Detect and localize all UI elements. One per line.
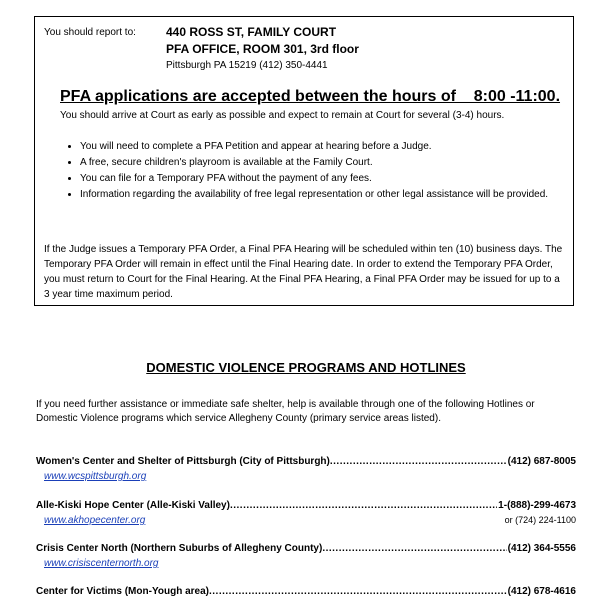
section-title: DOMESTIC VIOLENCE PROGRAMS AND HOTLINES [146,360,466,375]
program-link[interactable]: www.wcspittsburgh.org [44,471,147,482]
program-phone: (412) 364-5556 [507,543,576,554]
info-bullet-list [60,140,580,204]
program-phone: (412) 678-4616 [507,586,576,597]
leader-dots [330,456,507,467]
program-phone: 1-(888)-299-4673 [498,500,576,511]
program-name: Center for Victims (Mon-Yough area) [36,586,209,597]
address-line-2: PFA OFFICE, ROOM 301, 3rd floor [166,42,359,56]
address-line-1: 440 ROSS ST, FAMILY COURT [166,25,337,39]
program-link[interactable]: www.akhopecenter.org [44,515,146,526]
report-label: You should report to: [44,27,136,38]
program-name: Women's Center and Shelter of Pittsburgh (City of Pittsburgh) [36,456,330,467]
leader-dots [209,586,507,597]
program-entry [36,543,576,569]
bullet-item: • Information regarding the availability of free legal representation or other legal assistance will be provided. [80,188,580,202]
leader-dots [230,500,497,511]
program-phone: (412) 687-8005 [507,456,576,467]
program-link[interactable]: www.crisiscenternorth.org [44,558,159,569]
program-entry [36,456,576,482]
program-name: Alle-Kiski Hope Center (Alle-Kiski Valley) [36,500,230,511]
bullet-item: • You can file for a Temporary PFA without the payment of any fees. [80,172,580,186]
section-intro: If you need further assistance or immediate safe shelter, help is available through one of the following Hotlines or Domestic Violence programs which service Allegheny County (primary service areas listed). [36,399,535,424]
arrive-note: You should arrive at Court as early as possible and expect to remain at Court for several (3-4) hours. [60,110,505,121]
program-entry [36,586,576,597]
hours-headline: PFA applications are accepted between the hours of 8:00 -11:00. [60,88,561,105]
program-alt-phone: or (724) 224-1100 [504,515,576,525]
judge-paragraph: If the Judge issues a Temporary PFA Order, a Final PFA Hearing will be scheduled within ten (10) business days. The Temporary PFA Order will remain in effect until the Final Hearing date. In order to extend the Temporary PFA Order, you must return to Court for the Final Hearing. At the Final PFA Hearing, a Final PFA Order may be issued for up to a 3 year time maximum period. [44,244,563,300]
bullet-item: • You will need to complete a PFA Petition and appear at hearing before a Judge. [80,140,580,154]
address-line-3: Pittsburgh PA 15219 (412) 350-4441 [166,60,328,71]
program-entry [36,500,576,526]
leader-dots [322,543,506,554]
program-name: Crisis Center North (Northern Suburbs of Allegheny County) [36,543,323,554]
bullet-item: • A free, secure children's playroom is available at the Family Court. [80,156,580,170]
